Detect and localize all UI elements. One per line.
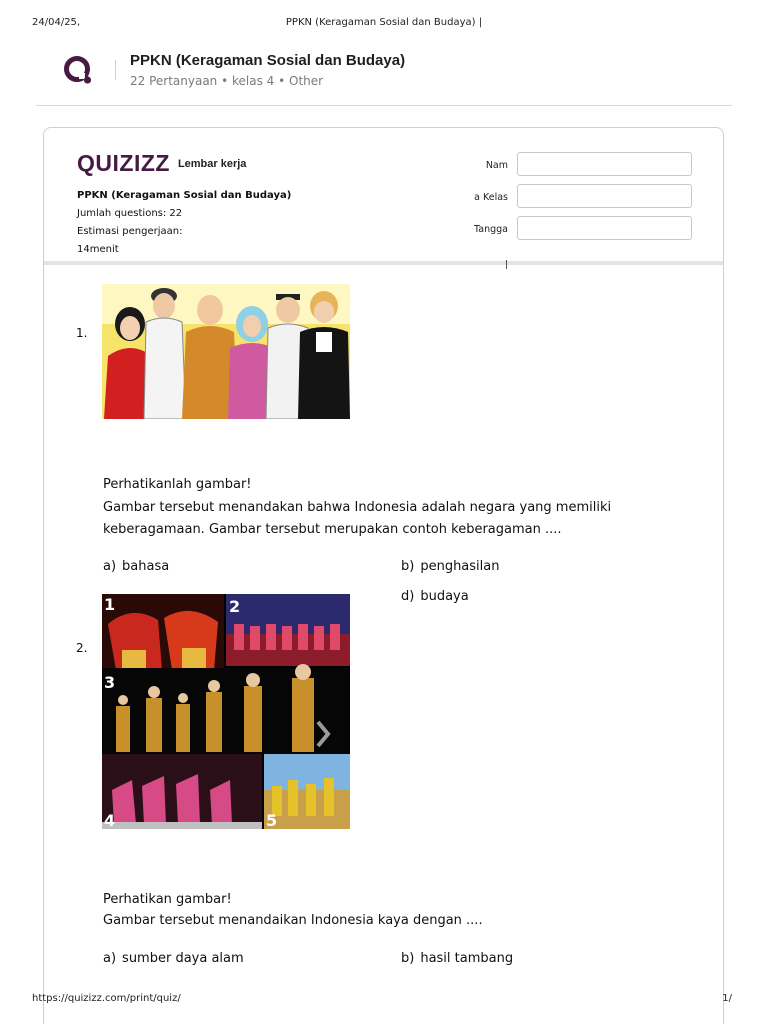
- worksheet-question-count: Jumlah questions: 22: [77, 208, 183, 219]
- question-2-text-line1: Gambar tersebut menandaikan Indonesia kaya dengan ....: [103, 913, 483, 928]
- option-letter: b): [401, 951, 415, 966]
- header-divider: [115, 60, 116, 80]
- question-1-text-line2: keberagamaan. Gambar tersebut merupakan contoh keberagaman ....: [103, 522, 562, 537]
- quizizz-logo-icon: [62, 54, 96, 88]
- option-letter: a): [103, 951, 117, 966]
- date-input[interactable]: [517, 216, 692, 240]
- print-page-number: 1/: [722, 993, 732, 1004]
- question-2-option-a[interactable]: [103, 951, 244, 966]
- traditional-dances-collage: [102, 594, 350, 829]
- option-text: budaya: [420, 589, 469, 604]
- print-url: https://quizizz.com/print/quiz/: [32, 993, 181, 1004]
- dance-panel-4-label: 4: [104, 811, 116, 829]
- worksheet-info: [77, 187, 291, 259]
- worksheet-duration-value: 14menit: [77, 244, 119, 255]
- date-field-row: [444, 216, 692, 240]
- worksheet-header: [44, 128, 723, 265]
- print-date: 24/04/25,: [32, 17, 81, 28]
- option-letter: a): [103, 559, 117, 574]
- worksheet-duration-label: Estimasi pengerjaan:: [77, 226, 183, 237]
- quiz-meta: 22 Pertanyaan • kelas 4 • Other: [130, 74, 324, 88]
- option-letter: b): [401, 559, 415, 574]
- dance-panel-1-label: 1: [104, 595, 116, 614]
- question-2-image: [102, 594, 350, 829]
- class-input[interactable]: [517, 184, 692, 208]
- dance-panel-2-label: 2: [229, 597, 241, 616]
- name-label: Nam: [485, 160, 508, 171]
- name-input[interactable]: [517, 152, 692, 176]
- question-1-option-a[interactable]: [103, 559, 169, 574]
- diversity-people-illustration: [102, 284, 350, 419]
- question-1-option-d[interactable]: [401, 589, 469, 604]
- quiz-header: [36, 48, 732, 106]
- date-label: Tangga: [474, 224, 508, 235]
- option-text: bahasa: [122, 559, 170, 574]
- class-field-row: [444, 184, 692, 208]
- worksheet-type: Lembar kerja: [177, 157, 247, 170]
- option-text: hasil tambang: [420, 951, 514, 966]
- name-field-row: [444, 152, 692, 176]
- question-1-number: 1.: [76, 326, 88, 340]
- option-letter: d): [401, 589, 415, 604]
- print-title: PPKN (Keragaman Sosial dan Budaya) |: [285, 17, 483, 28]
- dance-panel-5-label: 5: [266, 811, 278, 829]
- option-text: sumber daya alam: [122, 951, 244, 966]
- worksheet-quiz-name: PPKN (Keragaman Sosial dan Budaya): [77, 190, 292, 201]
- dance-panel-3-label: 3: [104, 673, 116, 692]
- question-2-option-b[interactable]: [401, 951, 513, 966]
- question-1-text-line1: Gambar tersebut menandakan bahwa Indonesia adalah negara yang memiliki: [103, 500, 612, 515]
- divider-tick: [506, 260, 507, 269]
- question-1-image: [102, 284, 350, 419]
- quizizz-wordmark: QUIZIZZ: [77, 150, 170, 176]
- question-1-option-b[interactable]: [401, 559, 499, 574]
- class-label: a Kelas: [474, 192, 508, 203]
- question-1-prompt: Perhatikanlah gambar!: [103, 477, 252, 492]
- option-text: penghasilan: [420, 559, 500, 574]
- question-2-prompt: Perhatikan gambar!: [103, 892, 232, 907]
- quiz-title: PPKN (Keragaman Sosial dan Budaya): [130, 52, 406, 69]
- question-2-number: 2.: [76, 641, 88, 655]
- worksheet-brand: [77, 150, 246, 177]
